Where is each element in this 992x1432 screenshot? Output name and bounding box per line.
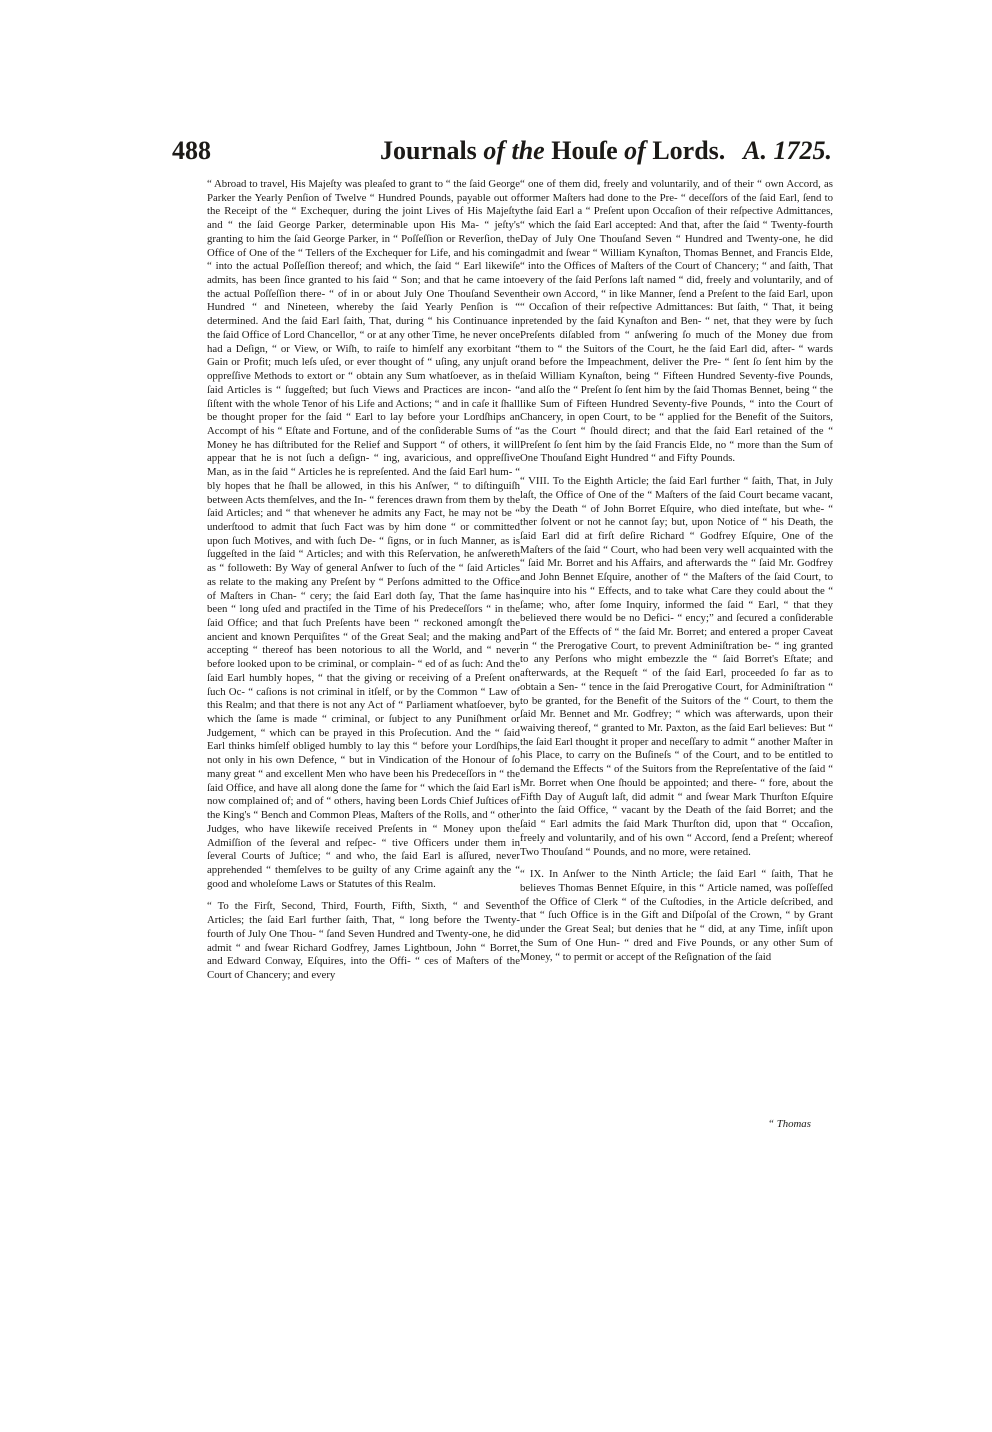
title-of-2: of bbox=[624, 136, 646, 165]
title-the: the bbox=[504, 136, 552, 165]
right-column bbox=[520, 178, 833, 973]
right-paragraph-viii: “ VIII. To the Eighth Article; the ſaid Earl further “ ſaith, That, in July laſt, the Office of One of the “ Maſters of the ſaid Court became vacant, by the Death “ of John Borret Eſquire, who died inteſtate, but whe- “ ther ſolvent or not he cannot ſay; but, upon Notice of “ his Death, the ſaid Earl did at firſt deſire Richard “ Godfrey Eſquire, One of the Maſters of the ſaid “ Court, who had been very well acquainted with the “ ſaid Mr. Borret and his Affairs, and afterwards the “ ſaid Mr. Godfrey and John Bennet Eſquire, another of “ the Maſters of the ſaid Court, to inquire into his “ Effects, and to take what Care they could about the “ ſame; who, after ſome Inquiry, informed the ſaid “ Earl, “ that they believed there would be no Defici- “ ency;” and ſecured a conſiderable Part of the Effects of “ the ſaid Mr. Borret; and entered a proper Caveat in “ the Prerogative Court, to prevent Adminiſtration be- “ ing granted to any Perſons who might embezzle the “ ſaid Borret's Eſtate; and afterwards, at the Requeſt “ of the ſaid Earl, proceeded ſo far as to obtain a Sen- “ tence in the ſaid Prerogative Court, for Adminiſtration “ to be granted, for the Benefit of the Suitors of the “ Court, to them the ſaid Mr. Bennet and Mr. Godfrey; “ which was afterwards, upon their waiving thereof, “ granted to Mr. Paxton, as the ſaid Earl believes: But “ the ſaid Earl thought it proper and neceſſary to admit “ another Maſter in his Place, to carry on the Buſineſs “ of the Court, and to be entitled to demand the Effects “ of the Suitors from the Repreſentative of the ſaid “ Mr. Borret when One ſhould be appointed; and there- “ fore, about the Fifth Day of Auguſt laſt, did admit “ and ſwear Mark Thurſton Eſquire into the ſaid Office, “ vacant by the Death of the ſaid Borret; and the ſaid “ Earl admits the ſaid Mark Thurſton did, upon that “ Occaſion, freely and voluntarily, and of his own “ Accord, ſend a Preſent; whereof Two Thouſand “ Pounds, and no more, were retained. bbox=[520, 475, 833, 858]
title-lords: Lords. bbox=[645, 136, 726, 165]
page-year: A. 1725. bbox=[743, 136, 832, 165]
page-number: 488 bbox=[172, 136, 211, 165]
right-paragraph-1: “ one of them did, freely and voluntarily, and of their “ own Accord, as former Maſters had done to the Pre- “ deceſſors of the ſaid Earl, ſend to the ſaid Earl a “ Preſent upon Occaſion of their reſpective Admittances, “ which the ſaid Earl accepted: And that, after the ſaid “ Twenty-fourth Day of July One Thouſand Seven “ Hundred and Twenty-one, he did admit and ſwear “ William Kynaſton, Thomas Bennet, and Francis Elde, “ into the Offices of Maſters of the Court of Chancery; “ and ſaith, That every of the ſaid Perſons laſt named “ did, freely and voluntarily, and of their own Accord, “ in like Manner, ſend a Preſent to the ſaid Earl, upon “ Occaſion of their reſpective Admittances: But ſaith, “ That, it being pretended by the ſaid Kynaſton and Ben- “ net, that they were by ſuch Preſents diſabled from “ anſwering ſo much of the Money due from them to “ the Suitors of the Court, he the ſaid Earl did, after- “ wards and before the Impeachment, deliver the Pre- “ ſent ſo ſent him by the ſaid William Kynaſton, being “ Fifteen Hundred Seventy-five Pounds, and alſo the “ Preſent ſo ſent him by the ſaid Thomas Bennet, being “ the like Sum of Fifteen Hundred Seventy-five Pounds, “ into the Court of Chancery, in open Court, to be “ applied for the Benefit of the Suitors, as the Court “ ſhould direct; and that the ſaid Earl retained of the “ Preſent ſo ſent him by the ſaid Francis Elde, no “ more than the Sum of One Thouſand Eight Hundred “ and Fifty Pounds. bbox=[520, 178, 833, 465]
title-of: of bbox=[483, 136, 505, 165]
left-paragraph-2: “ To the Firſt, Second, Third, Fourth, Fifth, Sixth, “ and Seventh Articles; the ſaid Earl further ſaith, That, “ long before the Twenty-fourth of July One Thou- “ ſand Seven Hundred and Twenty-one, he did admit “ and ſwear Richard Godfrey, James Lightboun, John “ Borret, and Edward Conway, Eſquires, into the Offi- “ ces of Maſters of the Court of Chancery; and every bbox=[207, 900, 520, 981]
right-paragraph-ix: “ IX. In Anſwer to the Ninth Article; the ſaid Earl “ ſaith, That he believes Thomas Bennet Eſquire, in this “ Article named, was poſſeſſed of the Office of Clerk “ of the Cuſtodies, in the Article deſcribed, and that “ ſuch Office is in the Gift and Diſpoſal of the Crown, “ by Grant under the Great Seal; but denies that he “ did, at any Time, inſiſt upon the Sum of One Hun- “ dred and Five Pounds, or any other Sum of Money, “ to permit or accept of the Reſignation of the ſaid bbox=[520, 868, 833, 963]
catchword: “ Thomas bbox=[768, 1118, 811, 1130]
title-journals: Journals bbox=[380, 136, 484, 165]
page-header bbox=[172, 136, 832, 176]
running-title bbox=[380, 136, 725, 166]
left-paragraph-1: “ Abroad to travel, His Majeſty was pleaſed to grant to “ the ſaid George Parker the Yearly Penſion of Twelve “ Hundred Pounds, payable out of the Receipt of the “ Exchequer, during the joint Lives of His Majeſty and “ the ſaid George Parker, determinable upon His Ma- “ jeſty's granting to him the ſaid George Parker, in “ Poſſeſſion or Reverſion, the Office of One of the “ Tellers of the Exchequer for Life, and his coming “ into the actual Poſſeſſion thereof; and which, the ſaid “ Earl likewiſe admits, has been ſince granted to his ſaid “ Son; and that he came into the actual Poſſeſſion there- “ of in or about July One Thouſand Seven Hundred “ and Nineteen, whereby the ſaid Yearly Penſion is “ determined. And the ſaid Earl ſaith, That, during “ his Continuance in the ſaid Office of Lord Chancellor, “ or at any other Time, he never once had a Deſign, “ or View, or Wiſh, to raiſe to himſelf any exorbitant “ Gain or Profit; much leſs uſed, or ever thought of “ uſing, any unjuſt or oppreſſive Methods to extort or “ obtain any Sum whatſoever, as in the ſaid Articles is “ ſuggeſted; but ſuch Views and Practices are incon- “ ſiſtent with the whole Tenor of his Life and Actions; “ and in caſe it ſhall be thought proper for the ſaid “ Earl to lay before your Lordſhips an Accompt of his “ Eſtate and Fortune, and of the conſiderable Sums of “ Money he has diſtributed for the Relief and Support “ of others, it will appear that he is not ſuch a deſign- “ ing, avaricious, and oppreſſive Man, as in the ſaid “ Articles he is repreſented. And the ſaid Earl hum- “ bly hopes that he ſhall be allowed, in this his Anſwer, “ to diſtinguiſh between Acts themſelves, and the In- “ ferences drawn from them by the ſaid Articles; and “ that whenever he admits any Fact, he may not be “ underſtood to admit that ſuch Fact was by him done “ or committed upon ſuch Motives, and with ſuch De- “ ſigns, or in ſuch Manner, as is ſuggeſted in the ſaid “ Articles; and with this Reſervation, he anſwereth as “ followeth: By Way of general Anſwer to ſuch of the “ ſaid Articles as relate to the making any Preſent by “ Perſons admitted to the Office of Maſters in Chan- “ cery; the ſaid Earl doth ſay, That the ſame has been “ long uſed and practiſed in the Time of his Predeceſſors “ in the ſaid Office; and that ſuch Preſents have been “ reckoned amongſt the ancient and known Perquiſites “ of the Great Seal; and the making and accepting “ thereof has been notorious to all the World, and “ never before looked upon to be criminal, or complain- “ ed of as ſuch: And the ſaid Earl humbly hopes, “ that the giving or receiving of a Preſent on ſuch Oc- “ caſions is not criminal in itſelf, or by the Common “ Law of this Realm; and that there is not any Act of “ Parliament whatſoever, by which the ſame is made “ criminal, or ſubject to any Puniſhment or Judgement, “ which can be prayed in this Proſecution. And the “ ſaid Earl thinks himſelf obliged humbly to lay this “ before your Lordſhips, not only in his own Defence, “ but in Vindication of the Honour of ſo many great “ and excellent Men who have been his Predeceſſors in “ the ſaid Office, and have all along done the ſame for “ which the ſaid Earl is now complained of; and of “ others, having been Lords Chief Juſtices of the King's “ Bench and Common Pleas, Maſters of the Rolls, and “ other Judges, who have likewiſe received Preſents in “ Money upon the Admiſſion of the ſeveral and reſpec- “ tive Officers under them in ſeveral Courts of Juſtice; “ and who, the ſaid Earl is aſſured, never apprehended “ themſelves to be guilty of any Crime againſt any the “ good and wholeſome Laws or Statutes of this Realm. bbox=[207, 178, 520, 890]
left-column bbox=[207, 178, 520, 992]
title-house: Houſe bbox=[551, 136, 625, 165]
